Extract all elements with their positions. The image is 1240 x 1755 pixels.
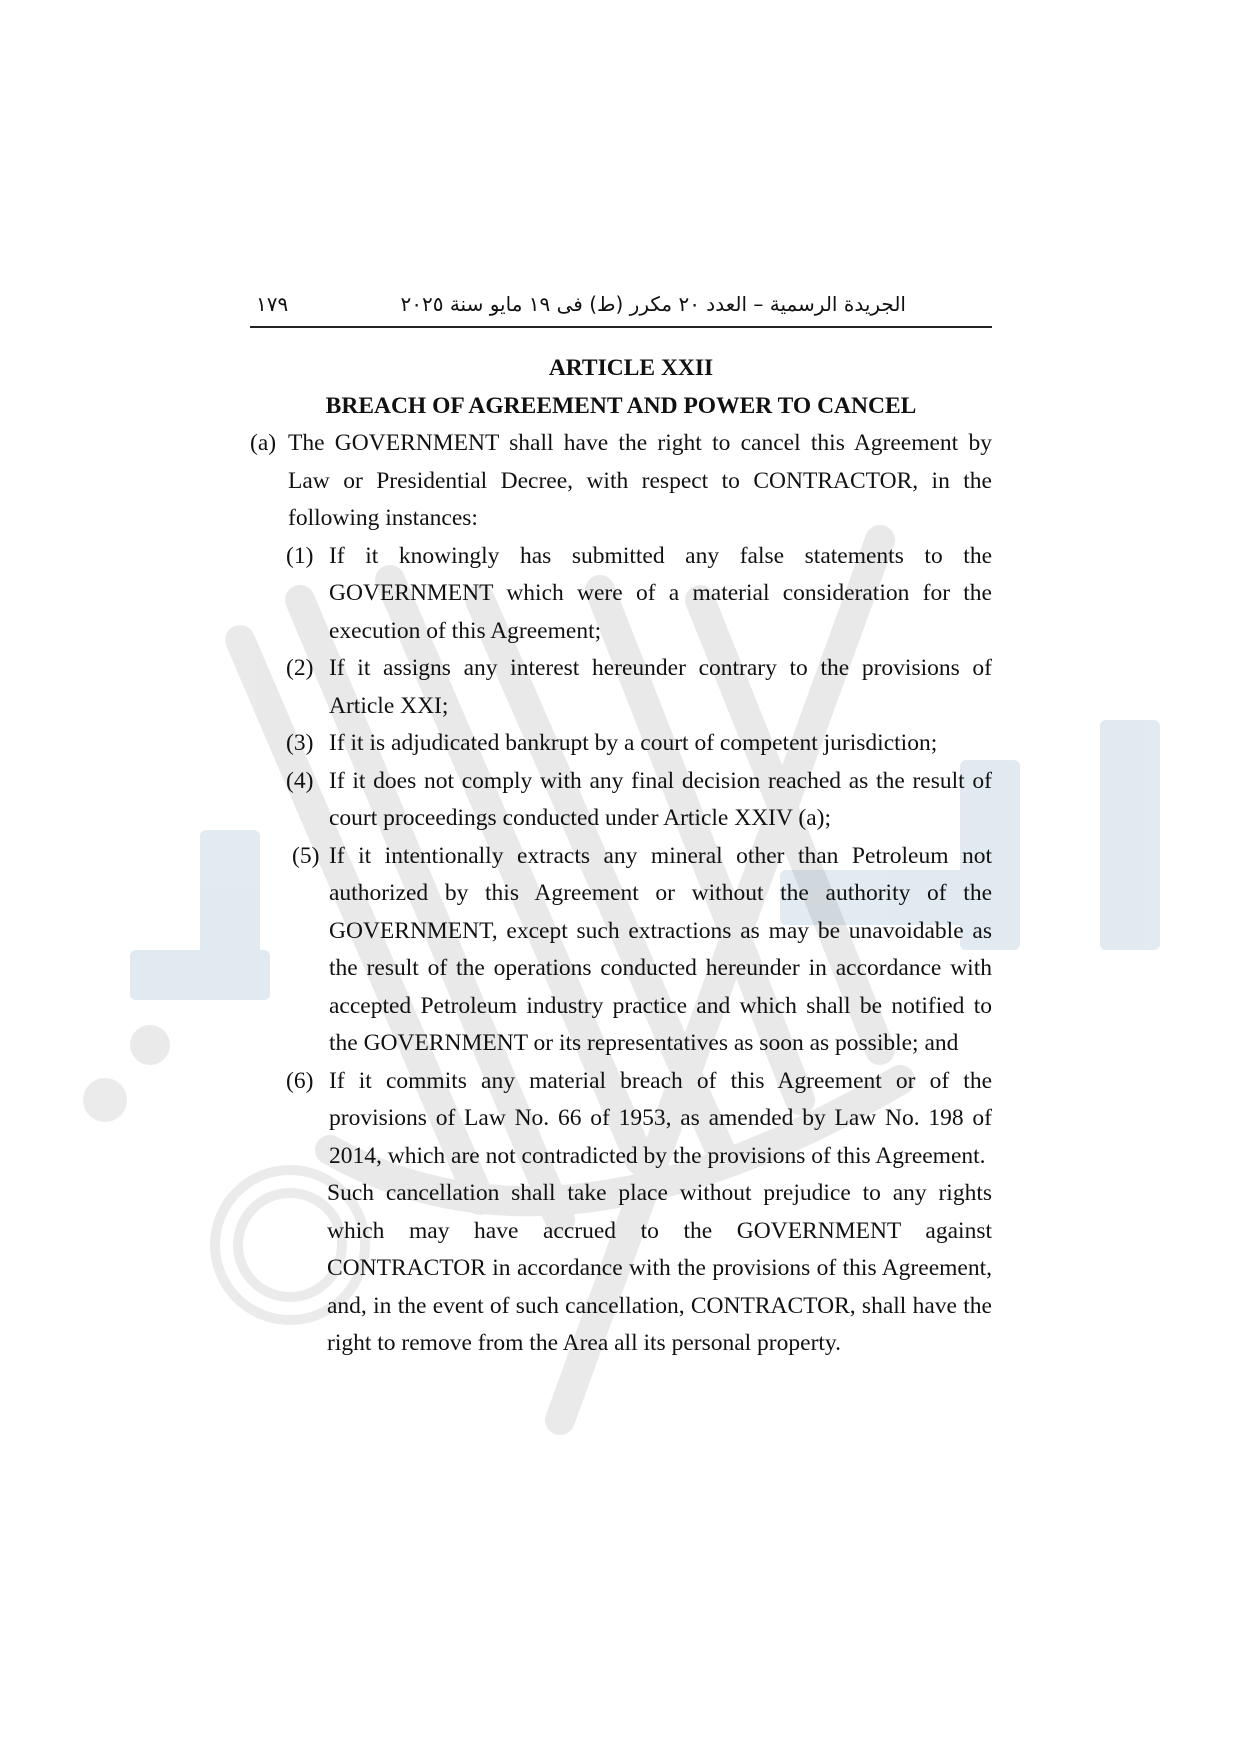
item-text: If it intentionally extracts any mineral other than Petroleum not authorized by this Agreement or without the authority of the GOVERNMENT, except such extractions as may be unavoidable as the result of the operations conducted hereunder in accordance with accepted Petroleum industry practice and which shall be notified to the GOVERNMENT or its representatives as soon as possible; and: [329, 842, 992, 1056]
article-title: ARTICLE XXII: [548, 355, 714, 381]
item-text: If it knowingly has submitted any false statements to the GOVERNMENT which were of a material consideration for the execution of this Agreement;: [329, 542, 992, 644]
gazette-header-title: الجريدة الرسمية – العدد ٢٠ مكرر (ط) فى ١٩ مايو سنة ٢٠٢٥: [400, 292, 906, 316]
item-marker: (5): [292, 842, 320, 869]
page-header: [250, 286, 992, 328]
item-text: If it is adjudicated bankrupt by a court of competent jurisdiction;: [329, 730, 938, 756]
clause-a: [250, 425, 992, 538]
page-number: ١٧٩: [256, 292, 289, 316]
list-item: [250, 763, 992, 838]
article-subtitle: BREACH OF AGREEMENT AND POWER TO CANCEL: [325, 392, 917, 419]
article-body: [250, 350, 992, 1363]
item-marker: (4): [286, 767, 314, 794]
list-item: [250, 725, 992, 763]
item-text: If it assigns any interest hereunder contrary to the provisions of Article XXI;: [329, 655, 992, 719]
item-text: If it does not comply with any final decision reached as the result of court proceedings conducted under Article XXIV (a);: [329, 767, 992, 831]
list-item: [250, 538, 992, 651]
item-marker: (6): [286, 1067, 314, 1094]
clause-text: The GOVERNMENT shall have the right to cancel this Agreement by Law or Presidential Decree, with respect to CONTRACTOR, in the following instances:: [288, 430, 992, 531]
item-text: If it commits any material breach of this Agreement or of the provisions of Law No. 66 of 1953, as amended by Law No. 198 of 2014, which are not contradicted by the provisions of this Agreement.: [329, 1067, 992, 1169]
item-marker: (3): [286, 730, 314, 756]
item-marker: (2): [286, 655, 314, 681]
list-item: [250, 1063, 992, 1176]
list-item: [250, 650, 992, 725]
item-marker: (1): [286, 542, 314, 569]
closing-paragraph: Such cancellation shall take place without prejudice to any rights which may have accrued to the GOVERNMENT against CONTRACTOR in accordance with the provisions of this Agreement, and, in the event of such cancellation, CONTRACTOR, shall have the right to remove from the Area all its personal property.: [327, 1180, 992, 1356]
list-item: [250, 838, 992, 1063]
clause-marker: (a): [250, 430, 277, 456]
